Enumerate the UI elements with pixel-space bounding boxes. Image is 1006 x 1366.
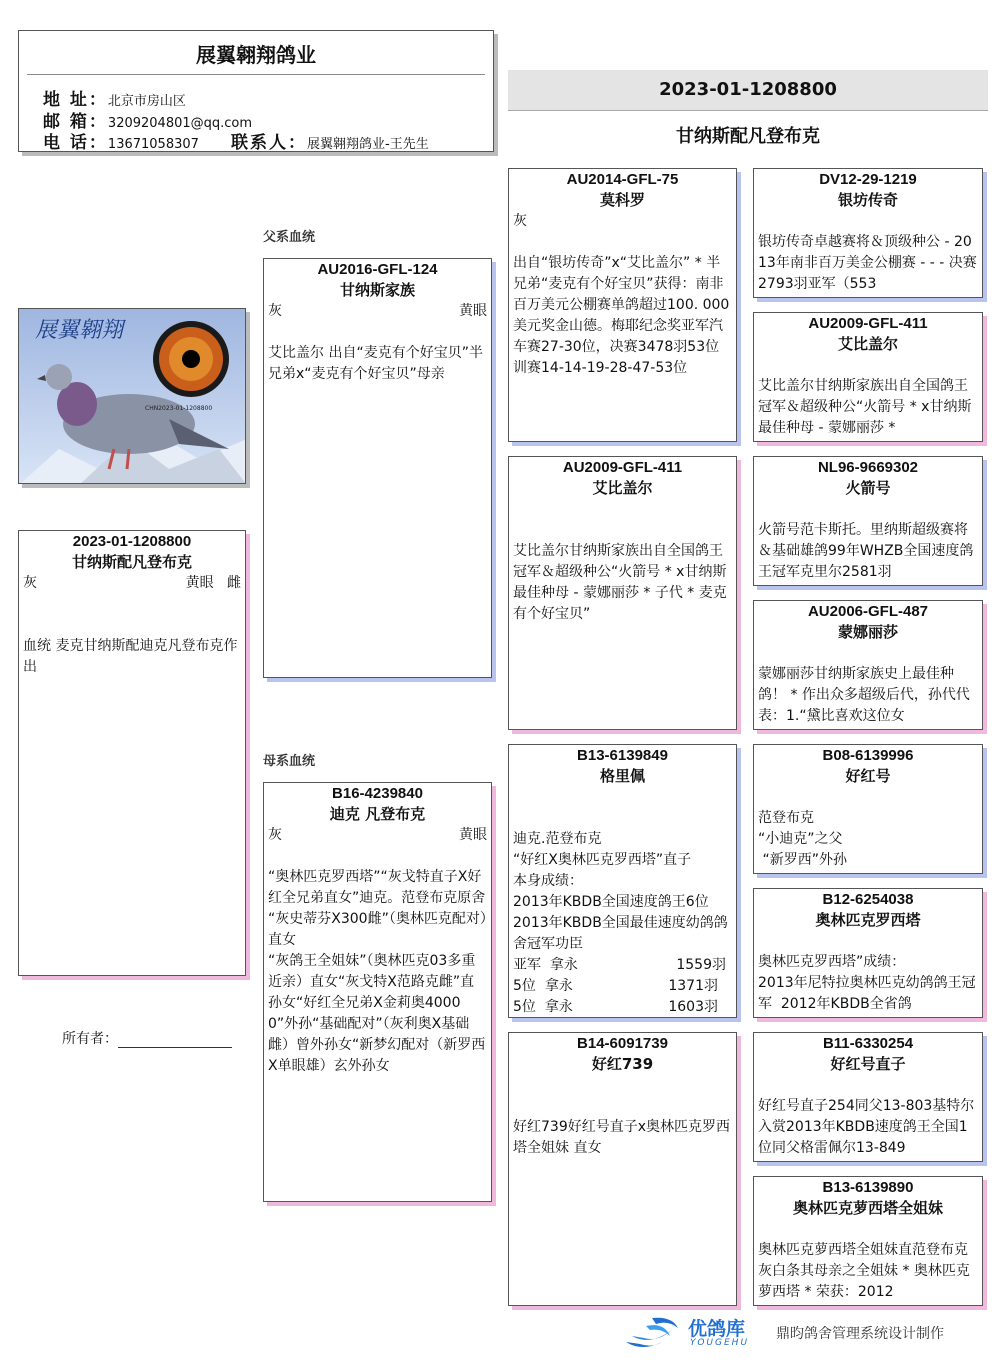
ssd-ring: AU2009-GFL-411	[808, 315, 928, 332]
footer-credit: 鼎昀鸽舍管理系统设计制作	[776, 1326, 944, 1342]
sds-card	[753, 456, 983, 586]
sire-sire-card	[508, 168, 737, 442]
dam-note: “奥林匹克罗西塔”“灰戈特直子X好红全兄弟直女”迪克。范登布克原舍 “灰史蒂芬X300雌”（奥林匹克配对）直女 “灰鸽王全姐妹”（奥林匹克03多重近亲）直女“灰戈特X范路克雌”直孙女“好红全兄弟X金莉奥40000”外孙“基础配对”（灰利奥X基础雌）曾外孙女“新梦幻配对（新罗西X单眼雄）玄外孙女	[268, 869, 487, 1074]
sss-name: 银坊传奇	[837, 191, 898, 209]
dsd-ring: B12-6254038	[822, 891, 914, 908]
photo-caption: CHN2023-01-1208800	[145, 405, 213, 412]
subject-ring: 2023-01-1208800	[72, 533, 192, 550]
sdd-card	[753, 600, 983, 730]
dam-sire-card	[508, 744, 737, 1018]
footer-logo	[622, 1312, 762, 1354]
ddd-name: 奥林匹克萝西塔全姐妹	[792, 1199, 943, 1217]
pigeon-photo	[18, 308, 246, 484]
dds-card	[753, 1032, 983, 1162]
ddd-card	[753, 1176, 983, 1306]
address-row: 地 址：北京市房山区	[43, 90, 186, 110]
sdd-ring: AU2006-GFL-487	[807, 603, 929, 620]
ss-note: 出自“银坊传奇”x“艾比盖尔” * 半兄弟“麦克有个好宝贝”获得：南非百万美元公棚赛单鸽超过100. 000美元奖金山德。梅耶纪念奖亚军汽车赛27-30位，决赛3478羽53位训赛14-14-19-28-47-53位	[513, 255, 730, 376]
dsd-note: 奥林匹克罗西塔”成绩： 2013年尼特拉奥林匹克幼鸽鸽王冠军 2012年KBDB全省鸽	[758, 954, 976, 1012]
dam-section-label: 母系血统	[263, 754, 316, 769]
dss-name: 好红号	[845, 767, 891, 785]
sire-dam-card	[508, 456, 737, 730]
dam-name: 迪克 凡登布克	[329, 805, 426, 823]
ds-result-row: 亚军 拿永 1559羽	[513, 957, 726, 973]
contact-row: 联系人：展翼翱翔鸽业-王先生	[231, 133, 429, 152]
dds-name: 好红号直子	[830, 1055, 906, 1073]
phone-row: 电 话：13671058307	[43, 133, 199, 152]
divider	[27, 74, 485, 75]
banner-ring: 2023-01-1208800	[659, 79, 837, 100]
sd-name: 艾比盖尔	[592, 479, 653, 497]
ss-ring: AU2014-GFL-75	[566, 171, 679, 188]
ds-note: 迪克.范登布克 “好红X奥林匹克罗西塔”直子 本身成绩： 2013年KBDB全国速度鸽王6位 2013年KBDB全国最佳速度幼鸽鸽舍冠军功臣	[513, 831, 728, 952]
ssd-card	[753, 312, 983, 442]
dd-note: 好红739好红号直子x奥林匹克罗西塔全姐妹 直女	[513, 1119, 731, 1156]
sdd-note: 蒙娜丽莎甘纳斯家族史上最佳种鸽！ * 作出众多超级后代，孙代代表：1.“黛比喜欢这位女	[758, 666, 970, 724]
dam-card	[263, 782, 492, 1202]
sire-note: 艾比盖尔 出自“麦克有个好宝贝”半兄弟x“麦克有个好宝贝”母亲	[268, 345, 483, 382]
sds-note: 火箭号范卡斯托。里纳斯超级赛将＆基础雄鸽99年WHZB全国速度鸽王冠军克里尔2581羽	[758, 522, 974, 580]
owner-field: 所有者：	[62, 1028, 232, 1048]
dsd-name: 奥林匹克罗西塔	[815, 911, 921, 929]
sire-ring: AU2016-GFL-124	[317, 261, 438, 278]
sds-name: 火箭号	[845, 479, 891, 497]
sds-ring: NL96-9669302	[817, 459, 919, 476]
dss-note: 范登布克 “小迪克”之父 “新罗西”外孙	[758, 810, 847, 868]
photo-title: 展翼翱翔	[35, 318, 124, 343]
dd-name: 好红739	[591, 1055, 654, 1073]
email-row: 邮 箱：3209204801@qq.com	[43, 112, 253, 132]
dsd-card	[753, 888, 983, 1018]
sd-ring: AU2009-GFL-411	[562, 459, 683, 476]
yougeku-logo-icon	[622, 1312, 682, 1354]
subject-note: 血统 麦克甘纳斯配迪克凡登布克作出	[23, 638, 238, 675]
dss-card	[753, 744, 983, 874]
dds-note: 好红号直子254同父13-803基特尔入赏2013年KBDB速度鸽王全国1位同父格雷佩尔13-849	[758, 1098, 975, 1156]
ds-name: 格里佩	[599, 767, 645, 785]
dd-ring: B14-6091739	[577, 1035, 668, 1052]
sss-note: 银坊传奇卓越赛将＆顶级种公 - 2013年南非百万美金公棚赛 - - - 决赛2793羽亚军（553	[758, 234, 977, 292]
sd-note: 艾比盖尔甘纳斯家族出自全国鸽王冠军＆超级种公“火箭号 * x甘纳斯最佳种母 - 蒙娜丽莎 * 子代 * 麦克有个好宝贝”	[513, 543, 727, 622]
sire-card	[263, 258, 492, 678]
ssd-name: 艾比盖尔	[837, 335, 898, 353]
subject-attrs: 灰 黄眼 雌	[23, 575, 241, 591]
logo-en: YOUGEHU	[690, 1338, 750, 1348]
sire-section-label: 父系血统	[263, 230, 316, 245]
ddd-ring: B13-6139890	[822, 1179, 914, 1196]
dam-dam-card	[508, 1032, 737, 1306]
sire-attrs: 灰 黄眼	[268, 303, 487, 319]
sss-card	[753, 168, 983, 298]
ss-name: 莫科罗	[599, 191, 645, 209]
dam-attrs: 灰 黄眼	[268, 827, 487, 843]
ds-result-row: 5位 拿永 1371羽	[513, 978, 718, 994]
company-card	[18, 30, 494, 152]
ssd-note: 艾比盖尔甘纳斯家族出自全国鸽王冠军＆超级种公“火箭号 * x甘纳斯最佳种母 - 蒙娜丽莎 *	[758, 378, 972, 436]
pedigree-ring-banner	[508, 70, 988, 111]
sire-name: 甘纳斯家族	[339, 281, 415, 299]
ds-ring: B13-6139849	[577, 747, 668, 764]
dds-ring: B11-6330254	[822, 1035, 914, 1052]
sss-ring: DV12-29-1219	[819, 171, 917, 188]
ds-result-row: 5位 拿永 1603羽	[513, 999, 718, 1015]
dss-ring: B08-6139996	[822, 747, 914, 764]
logo-cn: 优鸽库	[688, 1318, 746, 1340]
subject-name: 甘纳斯配凡登布克	[71, 553, 192, 571]
subject-card	[18, 530, 246, 976]
ss-attrs: 灰	[513, 213, 527, 229]
company-name: 展翼翱翔鸽业	[196, 43, 316, 67]
ddd-note: 奥林匹克萝西塔全姐妹直范登布克灰白条其母亲之全姐妹 * 奥林匹克萝西塔 * 荣获：2012	[758, 1242, 970, 1300]
banner-name: 甘纳斯配凡登布克	[676, 126, 820, 147]
sdd-name: 蒙娜丽莎	[837, 623, 898, 641]
dam-ring: B16-4239840	[332, 785, 423, 802]
